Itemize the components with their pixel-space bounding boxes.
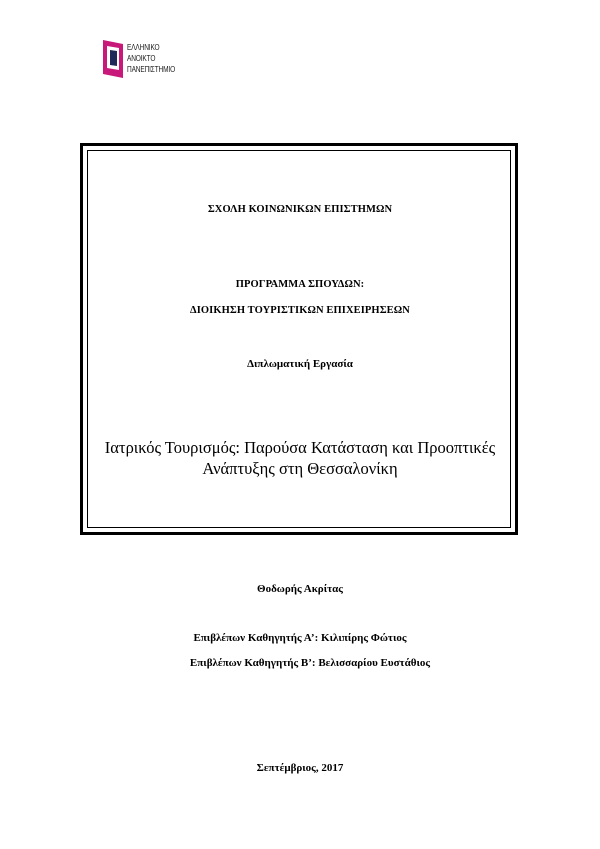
thesis-title-line-2: Ανάπτυξης στη Θεσσαλονίκη	[202, 459, 398, 478]
program-label: ΠΡΟΓΡΑΜΜΑ ΣΠΟΥΔΩΝ:	[235, 279, 365, 290]
program-name: ΔΙΟΙΚΗΣΗ ΤΟΥΡΙΣΤΙΚΩΝ ΕΠΙΧΕΙΡΗΣΕΩΝ	[190, 305, 410, 316]
school-name: ΣΧΟΛΗ ΚΟΙΝΩΝΙΚΩΝ ΕΠΙΣΤΗΜΩΝ	[207, 204, 393, 215]
author-name: Θοδωρής Ακρίτας	[257, 583, 343, 595]
logo-line-1: ΕΛΛΗΝΙΚΟ	[127, 43, 160, 52]
supervisor-a: Επιβλέπων Καθηγητής Α’: Κιλιπίρης Φώτιος	[193, 632, 407, 644]
submission-date: Σεπτέμβριος, 2017	[256, 762, 344, 774]
university-logo	[103, 40, 213, 80]
logo-wordmark	[127, 42, 175, 75]
thesis-title-line-1: Ιατρικός Τουρισμός: Παρούσα Κατάσταση και Προοπτικές	[104, 438, 496, 457]
document-type: Διπλωματική Εργασία	[247, 358, 353, 370]
logo-mark-icon	[103, 40, 125, 78]
logo-line-3: ΠΑΝΕΠΙΣΤΗΜΙΟ	[127, 65, 176, 74]
supervisor-b: Επιβλέπων Καθηγητής Β’: Βελισσαρίου Ευστάθιος	[189, 657, 431, 669]
logo-line-2: ΑΝΟΙΚΤΟ	[127, 54, 156, 63]
